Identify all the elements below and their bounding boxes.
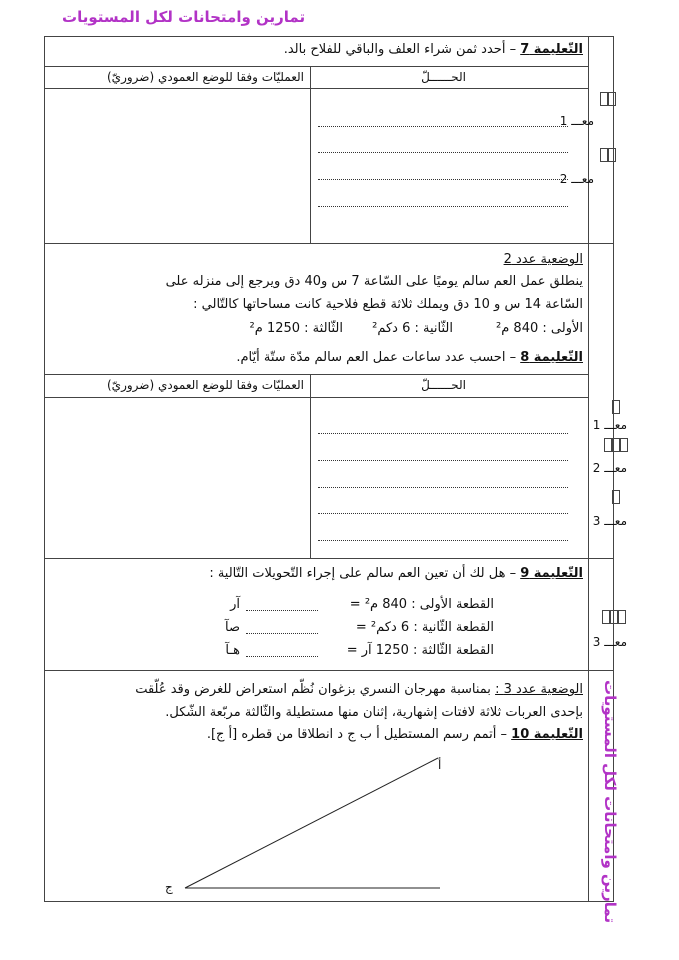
diagonal-ac [185, 758, 438, 888]
instruction-label: التّعليمة 9 [520, 566, 583, 581]
instruction-9 [209, 566, 583, 581]
answer-line[interactable] [318, 540, 568, 541]
conversion-answer[interactable] [246, 633, 318, 634]
situation-3-line2: بإحدى العربات ثلاثة لافتات إشهارية، إثنان منها مستطيلة والثّالثة مربّعة الشّكل. [165, 705, 583, 720]
score-box[interactable] [612, 400, 620, 414]
conversion-row-1: القطعة الأولى : 840 م² = [349, 597, 494, 612]
table2-top [44, 374, 588, 375]
table1-col-operations: العمليّات وفقا للوضع العمودي (ضروريّ) [107, 70, 304, 84]
conversion-row-3: القطعة الثّالثة : 1250 آر = [346, 643, 494, 658]
answer-line[interactable] [318, 152, 568, 153]
criterion-label: معـــ 3 [592, 514, 627, 528]
section-divider-2 [44, 558, 614, 559]
score-box[interactable] [604, 438, 612, 452]
instruction-text: – أحدد ثمن شراء العلف والباقي للفلاح بالد. [283, 42, 517, 57]
score-box[interactable] [612, 438, 620, 452]
answer-line[interactable] [318, 460, 568, 461]
criterion-label: معـــ 3 [592, 635, 627, 649]
situation-3-text: بمناسبة مهرجان النسري بزغوان نُظّم استعراض للغرض وقد عُلّقت [135, 682, 491, 697]
score-box[interactable] [612, 490, 620, 504]
criterion-label: معـــ 2 [592, 461, 627, 475]
criterion-label: معـــ 2 [559, 172, 594, 186]
conversion-answer[interactable] [246, 656, 318, 657]
answer-line[interactable] [318, 513, 568, 514]
conversion-answer[interactable] [246, 610, 318, 611]
score-box[interactable] [608, 92, 616, 106]
rectangle-diagram[interactable] [150, 750, 470, 900]
score-box[interactable] [600, 148, 608, 162]
situation-3-title: الوضعية عدد 3 : [495, 682, 583, 697]
conversion-row-2: القطعة الثّانية : 6 دكم² = [355, 620, 494, 635]
instruction-label: التّعليمة 8 [520, 350, 583, 365]
instruction-10 [207, 727, 583, 742]
conversion-unit: هـآ [225, 643, 240, 658]
area-2: الثّانية : 6 دكم² [372, 321, 453, 336]
score-box[interactable] [602, 610, 610, 624]
criteria-column-divider [588, 36, 589, 902]
score-box[interactable] [600, 92, 608, 106]
answer-line[interactable] [318, 487, 568, 488]
situation-2-line2: السّاعة 14 س و 10 دق ويملك ثلاثة قطع فلاحية كانت مساحاتها كالتّالي : [193, 297, 583, 312]
instruction-label: التّعليمة 7 [520, 42, 583, 57]
point-c-label: ج [165, 880, 173, 894]
table1-divider [310, 66, 311, 243]
answer-line[interactable] [318, 206, 568, 207]
table2-divider [310, 374, 311, 558]
score-box[interactable] [608, 148, 616, 162]
instruction-8 [236, 350, 583, 365]
situation-3-line1 [135, 682, 583, 697]
instruction-label: التّعليمة 10 [511, 727, 583, 742]
conversion-unit: آر [230, 597, 240, 612]
table2-col-operations: العمليّات وفقا للوضع العمودي (ضروريّ) [107, 378, 304, 392]
score-box[interactable] [618, 610, 626, 624]
criterion-label: معـــ 1 [559, 114, 594, 128]
side-watermark: تمارين وامتحانات لكل المستويات [601, 680, 619, 924]
answer-line[interactable] [318, 126, 568, 127]
instruction-text: – احسب عدد ساعات عمل العم سالم مدّة ستّة أيّام. [236, 350, 517, 365]
instruction-text: – أتمم رسم المستطيل أ ب ج د انطلاقا من قطره [أ ج]. [206, 727, 508, 742]
table2-col-solution: الحــــــلّ [421, 378, 466, 392]
answer-line[interactable] [318, 179, 568, 180]
situation-2-line1: ينطلق عمل العم سالم يوميًا على السّاعة 7 س و40 دق ويرجع إلى منزله على [165, 274, 583, 289]
table1-col-solution: الحــــــلّ [421, 70, 466, 84]
score-box[interactable] [610, 610, 618, 624]
answer-line[interactable] [318, 433, 568, 434]
situation-2-title: الوضعية عدد 2 [503, 252, 583, 267]
score-box[interactable] [620, 438, 628, 452]
criterion-label: معـــ 1 [592, 418, 627, 432]
instruction-7 [284, 42, 583, 57]
point-a-label: أ [438, 758, 442, 772]
conversion-unit: صآ [225, 620, 240, 635]
table2-header-bottom [44, 397, 588, 398]
section-divider-3 [44, 670, 614, 671]
header-title: تمارين وامتحانات لكل المستويات [62, 8, 306, 26]
table1-header-bottom [44, 88, 588, 89]
area-1: الأولى : 840 م² [496, 321, 583, 336]
section-divider-1 [44, 243, 614, 244]
area-3: الثّالثة : 1250 م² [249, 321, 343, 336]
instruction-text: – هل لك أن تعين العم سالم على إجراء التّحويلات التّالية : [209, 566, 517, 581]
table1-top [44, 66, 588, 67]
